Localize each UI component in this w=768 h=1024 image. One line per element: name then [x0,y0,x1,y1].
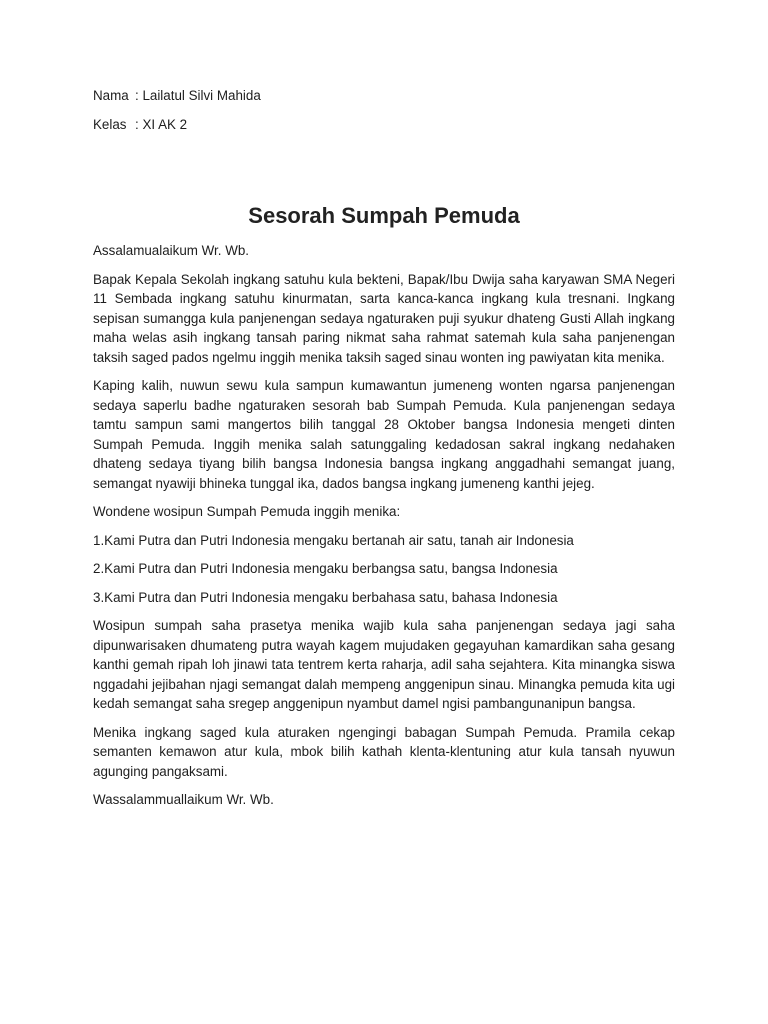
greeting: Assalamualaikum Wr. Wb. [93,243,250,258]
name-value: : Lailatul Silvi Mahida [135,88,261,103]
name-label: Nama [93,88,129,103]
class-label: Kelas [93,116,127,132]
oath-item: 1.Kami Putra dan Putri Indonesia mengaku bertanah air satu, tanah air Indonesia [93,532,574,548]
document-page [93,86,675,810]
class-value: : XI AK 2 [135,116,188,132]
class-line [93,115,675,135]
paragraph-duty: Wosipun sumpah saha prasetya menika wajib kula saha panjenengan sedaya jagi saha dipunwarisaken dhumateng putra wayah kagem mujudaken gegayuhan kamardikan saha gesang kanthi gemah ripah loh jinawi tata tentrem kerta raharja, adil saha sejahtera. Kita minangka siswa nggadahi jejibahan njagi semangat dalah mempeng anggenipun sinau. Minangka pemuda kita ugi kedah semangat saha sregep anggenipun nyambut damel ngisi pambangunanipun bangsa. [93,618,675,711]
oath-item: 2.Kami Putra dan Putri Indonesia mengaku berbangsa satu, bangsa Indonesia [93,561,558,576]
paragraph-context: Kaping kalih, nuwun sewu kula sampun kumawantun jumeneng wonten ngarsa panjenengan sedaya saperlu badhe ngaturaken sesorah bab Sumpah Pemuda. Kula panjenengan sedaya tamtu sampun sami mangertos bilih tanggal 28 Oktober bangsa Indonesia mengeti dinten Sumpah Pemuda. Inggih menika salah satunggaling kedadosan sakral ingkang nedahaken dhateng sedaya tiyang bilih bangsa Indonesia bangsa ingkang anggadhahi semangat juang, semangat nyawiji bhineka tunggal ika, dados bangsa ingkang jumeneng kanthi jejeg. [93,378,675,491]
paragraph-conclusion: Menika ingkang saged kula aturaken ngengingi babagan Sumpah Pemuda. Pramila cekap semanten kemawon atur kula, mbok bilih kathah klenta-klentuning atur kula tansah nyuwun agunging pangaksami. [93,724,675,779]
oath-item: 3.Kami Putra dan Putri Indonesia mengaku berbahasa satu, bahasa Indonesia [93,589,558,605]
name-line [93,86,675,106]
closing-greeting: Wassalammuallaikum Wr. Wb. [93,792,274,807]
document-title: Sesorah Sumpah Pemuda [248,203,520,228]
paragraph-opening: Bapak Kepala Sekolah ingkang satuhu kula bekteni, Bapak/Ibu Dwija saha karyawan SMA Negeri 11 Sembada ingkang satuhu kinurmatan, sarta kanca-kanca ingkang kula tresnani. Ingkang sepisan sumangga kula panjenengan sedaya ngaturaken puji syukur dhateng Gusti Allah ingkang maha welas asih ingkang tansah paring nikmat saha rahmat satemah kula saha panjenengan taksih saged pados ngelmu inggih menika taksih saged sinau wonten ing pawiyatan kita menika. [93,271,675,365]
oath-intro: Wondene wosipun Sumpah Pemuda inggih menika: [93,504,401,519]
